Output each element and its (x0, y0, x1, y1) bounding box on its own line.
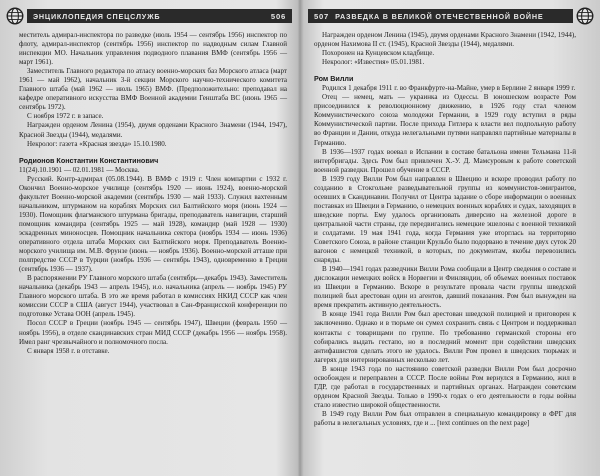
person-heading: Родионов Константин Константинович (19, 155, 159, 165)
paragraph: В конце 1943 года по настоянию советской разведки Вилли Ром был досрочно освобожден и переправлен в СССР. После войны Ром вернулся в Германию, жил в ГДР, где работал в государственных и партийных органах. Награжден советским орденом Красной Звезды. Только в 1990-х годах о его деятельности в годы войны стало известно широкой общественности. (314, 364, 576, 409)
paragraph: В 1936—1937 годах воевал в Испании в составе батальона имени Тельмана 11-й интербригады. Здесь Ром был привлечен Х.-У. Д. Мамсуровым к работе советской военной разведки. Прошел обучение в СССР. (314, 147, 576, 174)
right-text-column (314, 31, 576, 428)
right-page-header (308, 6, 594, 26)
paragraph: Награжден орденом Ленина (1945), двумя орденами Красного Знамени (1942, 1944), орденом Нахимова II ст. (1945), Красной Звезды (1944), медалями. (314, 31, 576, 49)
paragraph: Заместитель Главного редактора по атласу военно-морских баз Морского атласа (март 1961 — май 1962), начальник 3-й секции Морского научно-технического комитета Главного штаба (май 1962 — июль 1965) ВМФ. (Предположительно: преподавал на кафедре оперативного искусства ВМФ Военной академии Генштаба ВС (июнь 1965 — сентябрь 1972). (19, 67, 287, 112)
left-page-header (6, 6, 292, 26)
paragraph: Посол СССР в Греции (ноябрь 1945 — сентябрь 1947), Швеции (февраль 1950 — ноябрь 1956), в отделе скандинавских стран МИД СССР (декабрь 1956 — ноябрь 1958). Имел ранг чрезвычайного и полномочного посла. (19, 319, 287, 346)
right-page (300, 0, 600, 476)
paragraph: С ноября 1972 г. в запасе. (27, 112, 104, 121)
paragraph: Награжден орденом Ленина (1954), двумя орденами Красного Знамени (1944, 1947), Красной Звезды (1944), медалями. (19, 121, 287, 139)
paragraph: В 1939 году Вилли Ром был направлен в Швецию и вскоре проводил работу по созданию в Стокгольме разведывательной группы из коммунистов-эмигрантов, осевших в Скандинавии. Получил от Центра задание о сборе информации о военных поставках из Швеции в Германию, о немецких военных кораблях и судах, заходящих в шведские порты. Ему удалось организовать диверсию на железной дороге в центральной части страны, где передвигались немецкие эшелоны с военной техникой и солдатами. 19 мая 1941 года, когда Германия уже вторглась на территорию Советского Союза, в районе станции Крульбо было подорвано в течение двух суток 20 вагонов с немецкой техникой, в которых, по документам, якобы перевозились снаряды. (314, 174, 576, 265)
left-page-number: 506 (270, 11, 286, 21)
paragraph: С января 1958 г. в отставке. (27, 346, 110, 355)
left-header-bar (27, 9, 292, 23)
person-heading: Ром Вилли (314, 74, 354, 84)
paragraph: Родился 1 декабря 1911 г. во Франкфурте-на-Майне, умер в Берлине 2 января 1999 г. (322, 84, 576, 93)
paragraph: Похоронен на Кунцевском кладбище. (322, 49, 435, 58)
paragraph: Русский. Контр-адмирал (05.08.1944). В ВМФ с 1919 г. Член компартии с 1932 г. Окончил Военно-морское училище (сентябрь 1920 — июнь 1924), военно-морской факультет Военно-морской академии (сентябрь 1930 — май 1933). Служил вахтенным начальником, штурманом на кораблях Морских сил Балтийского моря (июнь 1924 — 1930). Помощник флагманского штурмана бригады, преподаватель навигации, старший помощник командира (сентябрь 1925 — май 1928), командир (май 1928 — 1930) эскадренных миноносцев. Помощник начальника сектора (ноябрь 1934 — июнь 1936) оперативного отдела штаба Морских сил Балтийского моря. Преподаватель Военно-морского училища им. М.В. Фрунзе (июнь — ноябрь 1936). Военно-морской атташе при полпредстве СССР в Турции (ноябрь 1936 — сентябрь 1943), одновременно в Греции (сентябрь 1936 — 1937). (19, 174, 287, 274)
paragraph: В конце 1941 года Вилли Ром был арестован шведской полицией и приговорен к заключению. Однако и в тюрьме он сумел сохранить связь с Центром и поддерживал контакты с товарищами по группе. По требованию германской стороны его собирались выдать гестапо, но в последний момент при содействии шведских антифашистов сделать этого не удалось. Вилли Ром провел в шведских тюрьмах и лагерях для интернированных несколько лет. (314, 310, 576, 364)
paragraph: В 1949 году Вилли Ром был отправлен в специальную командировку в ФРГ для работы в нелегальных условиях, где и ... [text continues on the next page] (314, 409, 576, 427)
paragraph: меститель адмирал-инспектора по разведке (июль 1954 — сентябрь 1956) инспектор по флоту, адмирал-инспектор (сентябрь 1956) инспектор по надводным силам Главной инспекции МО. Начальник управления подводного плавания ВМФ (сентябрь 1956 — март 1961). (19, 31, 287, 67)
paragraph: В 1940—1941 годах разведчики Вилли Рома сообщали в Центр сведения о составе и дислокации немецких войск в Норвегии и Финляндии, об объемах военных поставок из Швеции в Германию. Вскоре в результате провала части группы шведской полицией был арестован один из агентов, давший показания. Ром был вынужден на время прекратить активную деятельность. (314, 265, 576, 310)
paragraph: Некролог: «Известия» 05.01.1981. (322, 58, 425, 67)
paragraph: Некролог: газета «Красная звезда» 15.10.1980. (27, 139, 167, 148)
right-header-title: РАЗВЕДКА В ВЕЛИКОЙ ОТЕЧЕСТВЕННОЙ ВОЙНЕ (335, 11, 544, 21)
globe-icon (576, 7, 594, 25)
paragraph: Отец — немец, мать — украинка из Одессы. В юношеском возрасте Ром присоединился к революционному движению, в 1926 году стал членом Коммунистического союза молодежи Германии, в 1929 году вступил в ряды Коммунистической партии. После прихода Гитлера к власти вел подпольную работу во Франции и Дании, откуда нелегальными путями направлял партийные материалы в Германию. (314, 93, 576, 147)
right-header-bar (308, 9, 573, 23)
paragraph: 11(24).10.1901 — 02.01.1981 — Москва. (19, 165, 140, 174)
paragraph: В распоряжении РУ Главного морского штаба (сентябрь—декабрь 1943). Заместитель начальника (декабрь 1943 — апрель 1945), и.о. начальника (апрель — ноябрь 1945) РУ Главного морского штаба. В это же время работал в комиссиях НКИД СССР как член комиссии СССР в США (август 1944), участвовал в Сан-Францисской конференции по подготовке Устава ООН (апрель 1945). (19, 274, 287, 319)
left-header-title: ЭНЦИКЛОПЕДИЯ СПЕЦСЛУЖБ (33, 11, 161, 21)
left-text-column (19, 31, 287, 356)
right-page-number: 507 (314, 11, 330, 21)
globe-icon (6, 7, 24, 25)
